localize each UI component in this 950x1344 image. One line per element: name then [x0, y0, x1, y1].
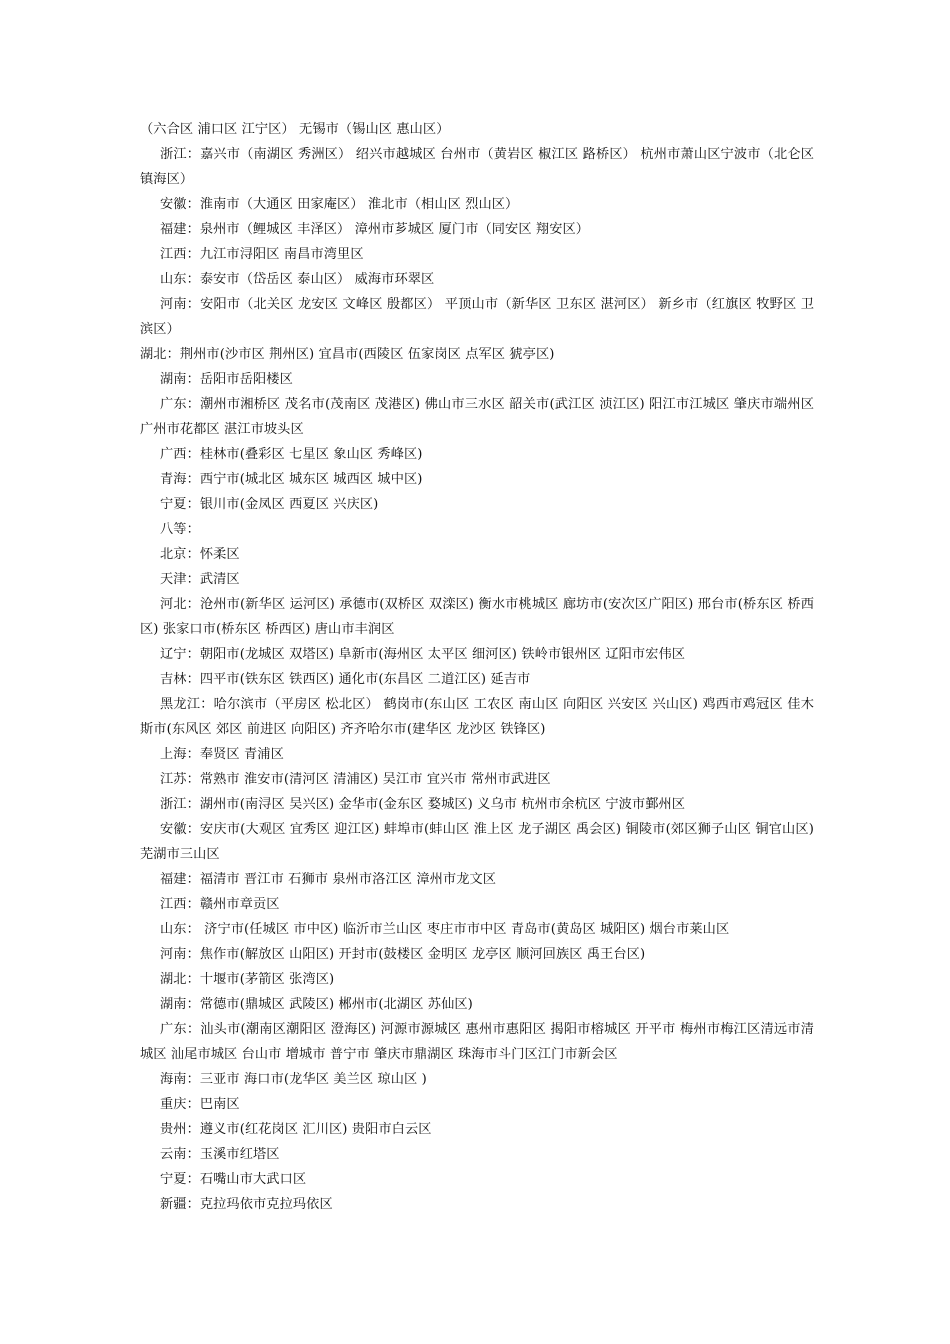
text-line: 海南：三亚市 海口市(龙华区 美兰区 琼山区 ) — [160, 1072, 427, 1087]
text-line: 江西：赣州市章贡区 — [160, 897, 280, 912]
text-line: 浙江：嘉兴市（南湖区 秀洲区） 绍兴市越城区 台州市（黄岩区 椒江区 路桥区） 杭州市萧山区宁波市（北仑区 镇海区） — [140, 147, 814, 187]
text-line: 安徽：安庆市(大观区 宜秀区 迎江区) 蚌埠市(蚌山区 淮上区 龙子湖区 禹会区) 铜陵市(郊区狮子山区 铜官山区) 芜湖市三山区 — [140, 822, 814, 862]
text-line: 湖南：岳阳市岳阳楼区 — [160, 372, 293, 387]
text-line: 北京：怀柔区 — [160, 547, 240, 562]
text-line: 福建：福清市 晋江市 石狮市 泉州市洛江区 漳州市龙文区 — [160, 872, 497, 887]
text-line: 江苏：常熟市 淮安市(清河区 清浦区) 吴江市 宜兴市 常州市武进区 — [160, 772, 551, 787]
text-line: 上海：奉贤区 青浦区 — [160, 747, 284, 762]
text-line: 重庆：巴南区 — [160, 1097, 240, 1112]
text-line: 河南：焦作市(解放区 山阳区) 开封市(鼓楼区 金明区 龙亭区 顺河回族区 禹王台区) — [160, 947, 646, 962]
text-line: 辽宁：朝阳市(龙城区 双塔区) 阜新市(海州区 太平区 细河区) 铁岭市银州区 辽阳市宏伟区 — [160, 647, 686, 662]
text-line: 山东：泰安市（岱岳区 泰山区） 威海市环翠区 — [160, 272, 435, 287]
text-line: 湖北：十堰市(茅箭区 张湾区) — [160, 972, 335, 987]
text-line: 广东：汕头市(潮南区潮阳区 澄海区) 河源市源城区 惠州市惠阳区 揭阳市榕城区 开平市 梅州市梅江区清远市清城区 汕尾市城区 台山市 增城市 普宁市 肇庆市鼎湖区 珠海市斗门区江门市新会区 — [140, 1022, 814, 1062]
text-line: 吉林：四平市(铁东区 铁西区) 通化市(东昌区 二道江区) 延吉市 — [160, 672, 531, 687]
text-line: 宁夏：银川市(金凤区 西夏区 兴庆区) — [160, 497, 379, 512]
text-line: 安徽：淮南市（大通区 田家庵区） 淮北市（相山区 烈山区） — [160, 197, 519, 212]
text-line: 河南：安阳市（北关区 龙安区 文峰区 殷都区） 平顶山市（新华区 卫东区 湛河区） 新乡市（红旗区 牧野区 卫滨区） — [140, 297, 814, 337]
text-line: （六合区 浦口区 江宁区） 无锡市（锡山区 惠山区） — [140, 122, 450, 137]
text-line: 湖南：常德市(鼎城区 武陵区) 郴州市(北湖区 苏仙区) — [160, 997, 473, 1012]
text-line: 江西：九江市浔阳区 南昌市湾里区 — [160, 247, 364, 262]
text-line: 河北：沧州市(新华区 运河区) 承德市(双桥区 双滦区) 衡水市桃城区 廊坊市(安次区广阳区) 邢台市(桥东区 桥西区) 张家口市(桥东区 桥西区) 唐山市丰润区 — [140, 597, 814, 637]
text-line: 青海：西宁市(城北区 城东区 城西区 城中区) — [160, 472, 423, 487]
text-line: 福建：泉州市（鲤城区 丰泽区） 漳州市芗城区 厦门市（同安区 翔安区） — [160, 222, 590, 237]
text-line: 云南：玉溪市红塔区 — [160, 1147, 280, 1162]
text-line: 黑龙江：哈尔滨市（平房区 松北区） 鹤岗市(东山区 工农区 南山区 向阳区 兴安区 兴山区) 鸡西市鸡冠区 佳木斯市(东风区 郊区 前进区 向阳区) 齐齐哈尔市(建华区 龙沙区 铁锋区) — [140, 697, 814, 737]
text-line: 宁夏：石嘴山市大武口区 — [160, 1172, 307, 1187]
text-line: 广西：桂林市(叠彩区 七星区 象山区 秀峰区) — [160, 447, 423, 462]
document-body — [140, 117, 814, 1217]
text-line: 浙江：湖州市(南浔区 吴兴区) 金华市(金东区 婺城区) 义乌市 杭州市余杭区 宁波市鄞州区 — [160, 797, 686, 812]
text-line: 新疆：克拉玛依市克拉玛依区 — [160, 1197, 333, 1212]
text-line: 山东： 济宁市(任城区 市中区) 临沂市兰山区 枣庄市市中区 青岛市(黄岛区 城阳区) 烟台市莱山区 — [160, 922, 730, 937]
text-line: 湖北：荆州市(沙市区 荆州区) 宜昌市(西陵区 伍家岗区 点军区 猇亭区) — [140, 347, 555, 362]
section-heading: 八等： — [160, 522, 200, 537]
text-line: 天津：武清区 — [160, 572, 240, 587]
text-line: 贵州：遵义市(红花岗区 汇川区) 贵阳市白云区 — [160, 1122, 432, 1137]
text-line: 广东：潮州市湘桥区 茂名市(茂南区 茂港区) 佛山市三水区 韶关市(武江区 浈江区) 阳江市江城区 肇庆市端州区 广州市花都区 湛江市坡头区 — [140, 397, 814, 437]
